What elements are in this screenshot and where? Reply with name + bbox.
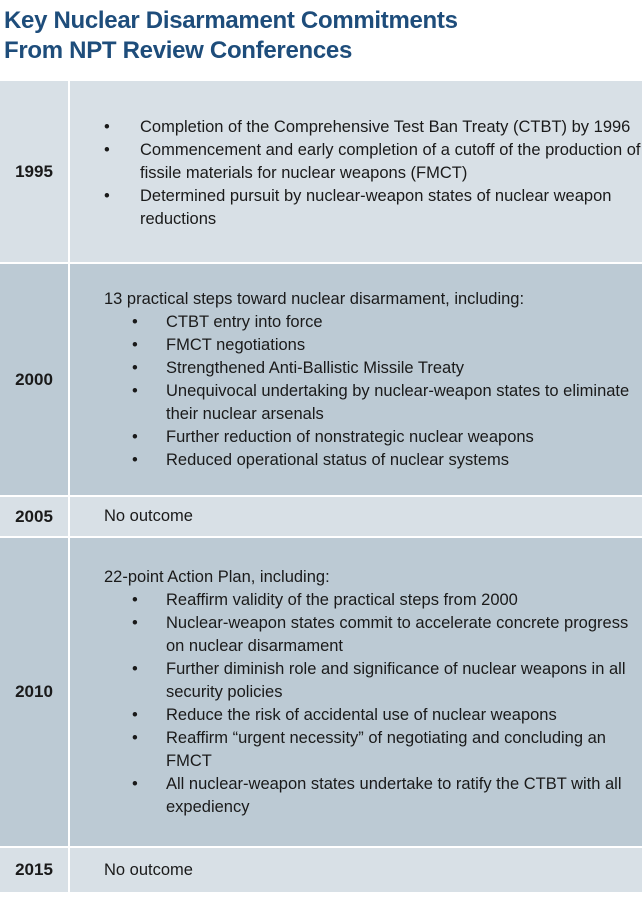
bullet-icon: • xyxy=(132,335,138,354)
bullet-icon: • xyxy=(132,450,138,469)
commitments-table xyxy=(0,79,642,894)
list-item: • Commencement and early completion of a cutoff of the production of fissile materials for nuclear weapons (FMCT) xyxy=(104,141,641,182)
bullet-icon: • xyxy=(132,613,138,632)
list-item: • Determined pursuit by nuclear-weapon states of nuclear weapon reductions xyxy=(104,187,612,228)
year-cell: 1995 xyxy=(0,81,70,262)
list-item: • Nuclear-weapon states commit to accelerate concrete progress on nuclear disarmament xyxy=(132,613,629,655)
row-intro: 13 practical steps toward nuclear disarmament, including: xyxy=(104,289,525,308)
bullet-list xyxy=(132,311,642,472)
table-row-1995 xyxy=(0,81,642,264)
list-item: • Reaffirm “urgent necessity” of negotiating and concluding an FMCT xyxy=(132,728,606,770)
content-cell xyxy=(70,81,642,262)
bullet-icon: • xyxy=(104,187,110,205)
list-item: • Unequivocal undertaking by nuclear-weapon states to eliminate their nuclear arsenals xyxy=(132,381,630,423)
list-item: • Further reduction of nonstrategic nuclear weapons xyxy=(132,426,642,449)
table-row-2010 xyxy=(0,538,642,848)
bullet-icon: • xyxy=(104,118,110,136)
title-line-1: Key Nuclear Disarmament Commitments xyxy=(4,7,458,34)
bullet-icon: • xyxy=(132,705,138,724)
list-item: • Strengthened Anti-Ballistic Missile Treaty xyxy=(132,357,642,380)
list-item: • CTBT entry into force xyxy=(132,311,642,334)
bullet-icon: • xyxy=(132,659,138,678)
year-cell: 2015 xyxy=(0,848,70,892)
list-item: • All nuclear-weapon states undertake to ratify the CTBT with all expediency xyxy=(132,774,622,816)
page-title xyxy=(4,6,643,76)
table-row-2015 xyxy=(0,848,642,894)
row-text: No outcome xyxy=(104,507,193,525)
bullet-icon: • xyxy=(132,381,138,400)
bullet-list xyxy=(104,116,642,231)
bullet-icon: • xyxy=(132,774,138,793)
title-line-2: From NPT Review Conferences xyxy=(4,37,352,64)
bullet-icon: • xyxy=(132,728,138,747)
bullet-icon: • xyxy=(132,358,138,377)
bullet-icon: • xyxy=(132,427,138,446)
content-cell xyxy=(70,538,642,846)
year-cell: 2000 xyxy=(0,264,70,495)
list-item: • Reduce the risk of accidental use of nuclear weapons xyxy=(132,704,642,727)
year-cell: 2005 xyxy=(0,497,70,536)
content-cell xyxy=(70,848,642,892)
bullet-icon: • xyxy=(132,590,138,609)
bullet-list xyxy=(132,589,642,819)
table-row-2000 xyxy=(0,264,642,497)
bullet-icon: • xyxy=(132,312,138,331)
list-item: • Further diminish role and significance of nuclear weapons in all security policies xyxy=(132,659,626,701)
table-row-2005 xyxy=(0,497,642,538)
row-text: No outcome xyxy=(104,860,193,879)
content-cell xyxy=(70,264,642,495)
list-item: • FMCT negotiations xyxy=(132,334,642,357)
content-cell xyxy=(70,497,642,536)
row-intro: 22-point Action Plan, including: xyxy=(104,567,330,586)
bullet-icon: • xyxy=(104,141,110,159)
list-item: • Reaffirm validity of the practical steps from 2000 xyxy=(132,589,642,612)
year-cell: 2010 xyxy=(0,538,70,846)
list-item: • Reduced operational status of nuclear systems xyxy=(132,449,642,472)
list-item: • Completion of the Comprehensive Test Ban Treaty (CTBT) by 1996 xyxy=(104,116,642,139)
